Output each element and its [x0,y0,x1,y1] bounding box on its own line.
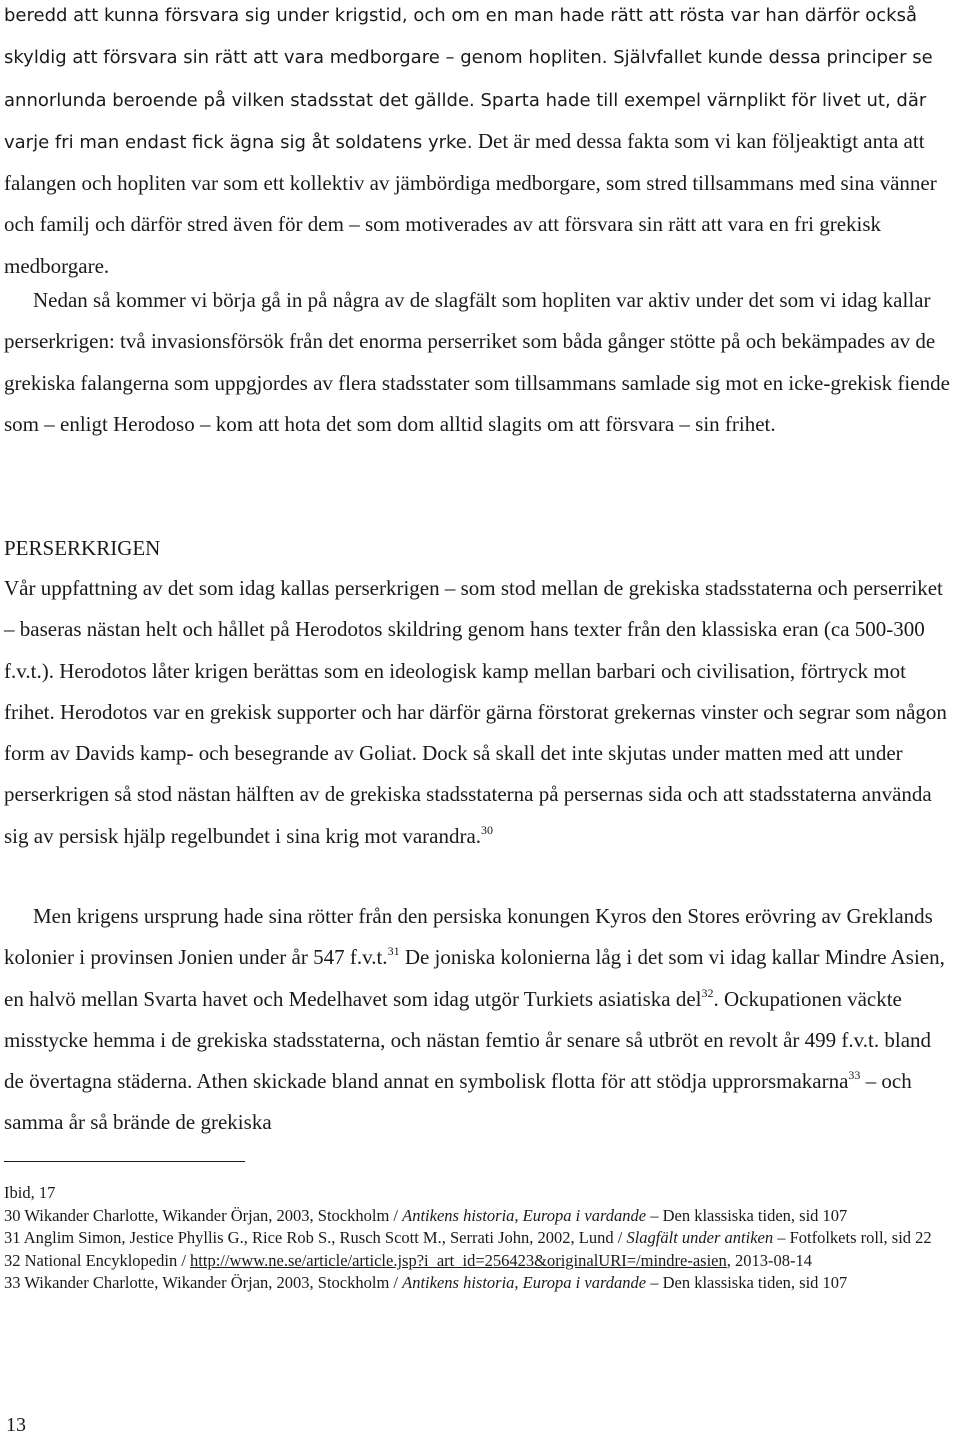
footnote-30 [4,1205,956,1228]
document-page [4,0,956,1440]
footnote-ref-30[interactable]: 30 [481,822,494,837]
footnote-31-text: 31 Anglim Simon, Jestice Phyllis G., Rice Rob S., Rusch Scott M., Serrati John, 2002, Lund / [4,1228,627,1248]
paragraph-1-continuation: Det är med dessa fakta som vi kan följeaktigt anta att falangen och hopliten var som ett kollektiv av jämbördiga medborgare, som stred tillsammans med sina vänner och familj och därför stred även för dem – som motiverades av att försvara sin rätt att vara en fri grekisk medborgare. [4,128,937,278]
paragraph-2 [4,280,956,445]
footnote-separator [4,1161,245,1162]
paragraph-3 [4,568,956,857]
footnote-ibid: Ibid, 17 [4,1183,56,1202]
footnote-30-rest: – Den klassiska tiden, sid 107 [646,1205,848,1225]
paragraph-4-text-c: . Ockupationen väckte misstycke hemma i de grekiska stadsstaterna, och nästan femtio år senare så utbröt en revolt år 499 f.v.t. bland de övertagna städerna. Athen skickade bland annat en symbolisk flotta för att stödja upprorsmakarna [4,986,932,1094]
footnote-ref-32[interactable]: 32 [701,985,714,1000]
footnote-31 [4,1227,956,1250]
footnote-33-rest: – Den klassiska tiden, sid 107 [646,1273,848,1293]
paragraph-1 [4,0,956,287]
paragraph-3-text: Vår uppfattning av det som idag kallas perserkrigen – som stod mellan de grekiska stadsstaterna och perserriket – baseras nästan helt och hållet på Herodotos skildring genom hans texter från den klassiska eran (ca 500-300 f.v.t.). Herodotos låter krigen berättas som en ideologisk kamp mellan barbari och civilisation, förtryck mot frihet. Herodotos var en grekisk supporter och har därför gärna förstorat grekernas vinster och segrar som någon form av Davids kamp- och besegrande av Goliat. Dock så skall det inte skjutas under matten med att under perserkrigen så stod nästan hälften av de grekiska stadsstaterna på persernas sida och att stadsstaterna använda sig av persisk hjälp regelbundet i sina krig mot varandra. [4,576,947,848]
paragraph-4-text-b: De joniska kolonierna låg i det som vi idag kallar Mindre Asien, en halvö mellan Svarta havet och Medelhavet som idag utgör Turkiets asiatiska del [4,945,945,1011]
page-number: 13 [6,1414,26,1436]
footnote-30-title: Antikens historia, Europa i vardande [402,1205,647,1225]
paragraph-4-text-a: Men krigens ursprung hade sina rötter från den persiska konungen Kyros den Stores erövring av Greklands kolonier i provinsen Jonien under år 547 f.v.t. [4,904,933,970]
paragraph-4 [4,896,956,1144]
paragraph-4-text-d: – och samma år så brände de grekiska [4,1069,912,1135]
paragraph-2-text: Nedan så kommer vi börja gå in på några av de slagfält som hopliten var aktiv under det som vi idag kallar perserkrigen: två invasionsförsök från det enorma perserriket som båda gånger stötte på och bekämpades av de grekiska falangerna som uppgjordes av flera stadsstater som tillsammans samlade sig mot en icke-grekisk fiende som – enligt Herodoso – kom att hota det som dom alltid slagits om att försvara – sin frihet. [4,288,950,436]
footnotes [4,1182,956,1295]
footnote-31-rest: Fotfolkets roll, sid 22 [785,1228,932,1248]
section-heading: PERSERKRIGEN [4,536,161,560]
footnote-30-text: 30 Wikander Charlotte, Wikander Örjan, 2003, Stockholm / [4,1205,403,1225]
footnote-32-link[interactable]: http://www.ne.se/article/article.jsp?i_art_id=256423&originalURI=/mindre-asien [190,1250,727,1270]
footnote-32-text: 32 National Encyklopedin / [4,1250,191,1270]
paragraph-1-sans-segment: beredd att kunna försvara sig under krigstid, och om en man hade rätt att rösta var han därför också skyldig att försvara sin rätt att vara medborgare – genom hopliten. Självfallet kunde dessa principer se annorlunda beroende på vilken stadsstat det gällde. Sparta hade till exempel värnplikt för livet ut, där varje fri man endast fick ägna sig åt soldatens yrke. [4,5,933,153]
footnote-32 [4,1250,956,1273]
footnote-ref-31[interactable]: 31 [387,944,400,959]
footnote-31-title: Slagfält under antiken – [626,1228,786,1248]
footnote-ref-33[interactable]: 33 [848,1068,861,1083]
footnote-33-title: Antikens historia, Europa i vardande [402,1273,647,1293]
footnote-32-rest: , 2013-08-14 [726,1250,812,1270]
footnote-33 [4,1272,956,1295]
footnote-33-text: 33 Wikander Charlotte, Wikander Örjan, 2003, Stockholm / [4,1273,403,1293]
